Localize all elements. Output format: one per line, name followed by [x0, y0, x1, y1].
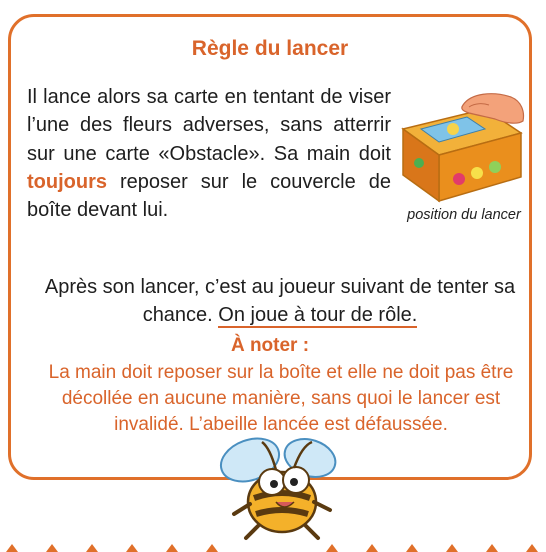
para1-text-a: Il lance alors sa carte en tentant de viser l’une des fleurs adverses, sans atterrir sur une carte «Obstacle». Sa main doit [27, 86, 391, 165]
note-title: À noter : [230, 335, 310, 356]
note-text: La main doit reposer sur la boîte et elle ne doit pas être décollée en aucune manière, sans quoi le lancer est invalidé. L’abeille lancée est défaussée. [48, 362, 514, 435]
rule-card [8, 14, 532, 480]
rule-paragraph-2 [27, 273, 533, 330]
para2-text-a: Après son lancer, c’est au joueur suivant de tenter sa chance. [44, 276, 516, 327]
para1-text-b: reposer sur le couvercle de boîte devant lui. [27, 170, 391, 222]
para2-underlined: On joue à tour de rôle. [218, 304, 418, 327]
rule-title: Règle du lancer [191, 37, 349, 60]
figure-caption: position du lancer [407, 207, 521, 223]
decorative-dotted-border [0, 540, 546, 552]
rule-paragraph-1 [27, 83, 391, 224]
bee-mascot-illustration [210, 432, 350, 544]
para1-emphasis: toujours [27, 170, 107, 193]
box-and-hand-illustration [397, 89, 527, 205]
